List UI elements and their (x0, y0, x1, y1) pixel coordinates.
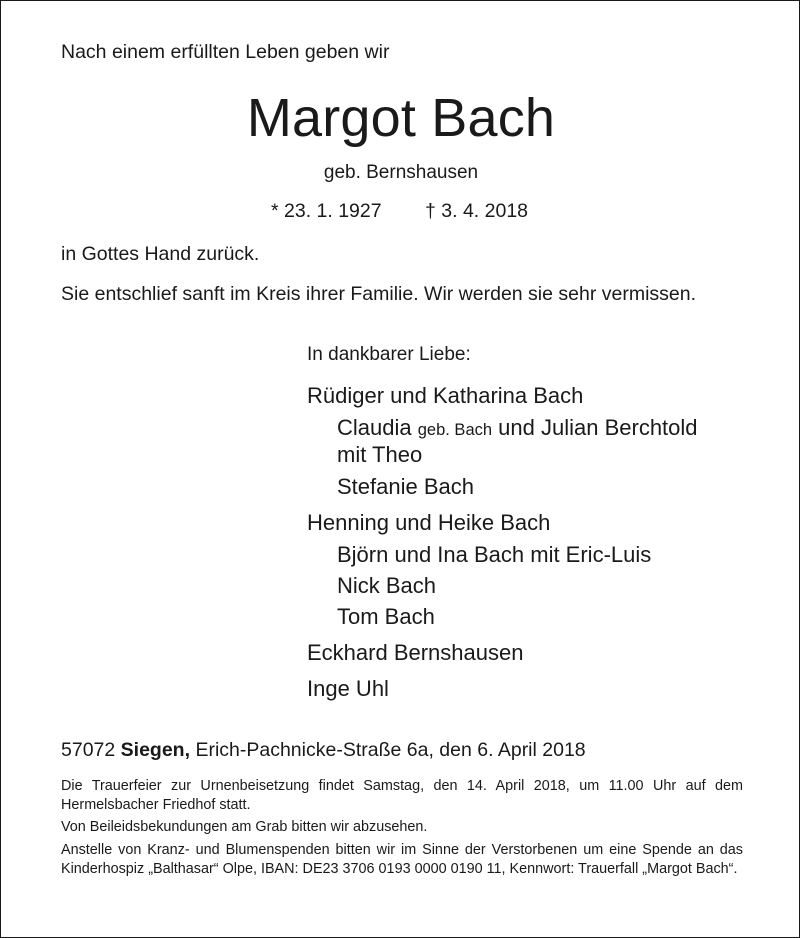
life-dates (271, 200, 528, 223)
family-member: Tom Bach (337, 604, 435, 629)
ceremony-note: Die Trauerfeier zur Urnenbeisetzung findet Samstag, den 14. April 2018, um 11.00 Uhr auf dem Hermelsbacher Friedhof statt. (61, 778, 743, 813)
postcode: 57072 (61, 739, 116, 761)
family-member (337, 415, 698, 441)
family-member-partner: und Julian Berchtold (498, 415, 698, 440)
family-member: Björn und Ina Bach mit Eric-Luis (337, 542, 652, 567)
family-member: mit Theo (337, 442, 423, 467)
birth-name: geb. Bernshausen (323, 162, 479, 183)
family-member: Henning und Heike Bach (307, 510, 551, 535)
city: Siegen, (120, 739, 191, 761)
family-member-name: Claudia (337, 415, 412, 440)
address-line (61, 739, 586, 762)
passed-text: Sie entschlief sanft im Kreis ihrer Familie. Wir werden sie sehr vermissen. (61, 283, 697, 305)
death-date: † 3. 4. 2018 (425, 200, 529, 222)
donation-note: Anstelle von Kranz- und Blumenspenden bitten wir im Sinne der Verstorbenen um eine Spende an das Kinderhospiz „Balthasar“ Olpe, IBAN: DE23 3706 0193 0000 0190 11, Kennwort: Trauerfall „Margot Bach“. (61, 842, 743, 877)
family-member: Eckhard Bernshausen (307, 640, 524, 665)
gratitude-line: In dankbarer Liebe: (307, 344, 471, 365)
family-member: Rüdiger und Katharina Bach (307, 383, 584, 408)
family-member-birth-name: geb. Bach (417, 421, 493, 439)
intro-line: Nach einem erfüllten Leben geben wir (61, 41, 390, 63)
birth-date: * 23. 1. 1927 (271, 200, 382, 222)
returned-line: in Gottes Hand zurück. (61, 243, 260, 265)
deceased-name: Margot Bach (246, 88, 556, 148)
family-member: Stefanie Bach (337, 474, 474, 499)
family-member: Inge Uhl (307, 676, 389, 701)
family-member: Nick Bach (337, 573, 437, 598)
street-and-date: Erich-Pachnicke-Straße 6a, den 6. April 2018 (195, 739, 586, 761)
condolence-note: Von Beileidsbekundungen am Grab bitten wir abzusehen. (61, 819, 428, 835)
